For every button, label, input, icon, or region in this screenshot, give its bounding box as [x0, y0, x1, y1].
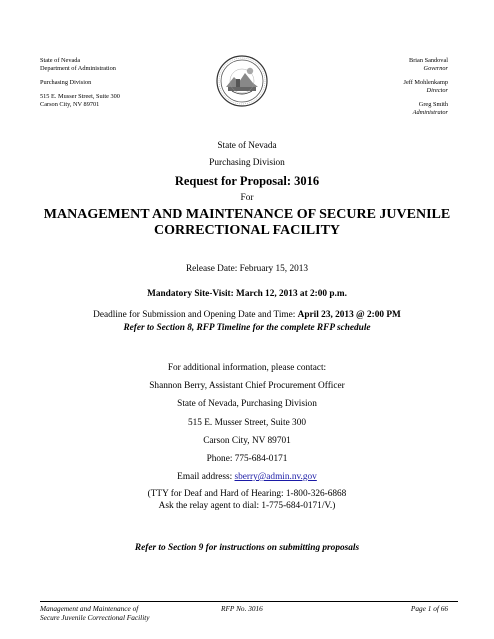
- footer-divider: [40, 601, 458, 602]
- director-name: Jeff Mohlenkamp: [403, 79, 448, 86]
- deadline-label: Deadline for Submission and Opening Date and Time:: [93, 310, 298, 320]
- project-title-line2: CORRECTIONAL FACILITY: [153, 223, 341, 238]
- governor-name: Brian Sandoval: [409, 57, 448, 64]
- deadline: [0, 310, 494, 320]
- footer-project-line1: Management and Maintenance of: [40, 604, 139, 613]
- state-seal-icon: [216, 55, 268, 107]
- timeline-note: Refer to Section 8, RFP Timeline for the complete RFP schedule: [123, 323, 371, 333]
- site-visit-date: Mandatory Site-Visit: March 12, 2013 at 2:00 p.m.: [147, 289, 347, 299]
- email-label: Email address:: [177, 472, 235, 482]
- tty-line1: (TTY for Deaf and Hard of Hearing: 1-800-326-6868: [147, 489, 347, 499]
- contact-phone: Phone: 775-684-0171: [206, 454, 288, 464]
- footer-left: [40, 604, 149, 622]
- letterhead-division: Purchasing Division: [40, 79, 92, 86]
- contact-name: Shannon Berry, Assistant Chief Procurement Officer: [149, 381, 345, 391]
- contact-org: State of Nevada, Purchasing Division: [177, 399, 317, 409]
- letterhead-city: Carson City, NV 89701: [40, 101, 100, 108]
- header-division: Purchasing Division: [209, 158, 285, 168]
- deadline-date: April 23, 2013 @ 2:00 PM: [297, 310, 401, 320]
- letterhead-department: Department of Administration: [40, 65, 116, 72]
- email-link[interactable]: sberry@admin.nv.gov: [234, 472, 317, 482]
- contact-email: [0, 472, 494, 482]
- for-label: For: [240, 193, 254, 203]
- footer-rfp-number: RFP No. 3016: [221, 604, 263, 613]
- letterhead-state: State of Nevada: [40, 57, 81, 64]
- administrator-name: Greg Smith: [418, 101, 448, 108]
- letterhead-street: 515 E. Musser Street, Suite 300: [40, 93, 120, 100]
- header-state: State of Nevada: [217, 141, 277, 151]
- governor-title: Governor: [423, 65, 448, 72]
- administrator-title: Administrator: [412, 109, 448, 116]
- release-date: Release Date: February 15, 2013: [185, 264, 309, 274]
- footer-project-line2: Secure Juvenile Correctional Facility: [40, 613, 150, 622]
- letterhead-right: [338, 57, 448, 117]
- contact-intro: For additional information, please contact:: [167, 363, 327, 373]
- contact-city: Carson City, NV 89701: [203, 436, 291, 446]
- letterhead-left: [40, 57, 160, 109]
- project-title-line1: MANAGEMENT AND MAINTENANCE OF SECURE JUVENILE: [43, 207, 451, 222]
- director-title: Director: [426, 87, 448, 94]
- footer-page-number: Page 1 of 66: [410, 604, 448, 613]
- submission-instructions: Refer to Section 9 for instructions on submitting proposals: [134, 543, 360, 553]
- rfp-title: Request for Proposal: 3016: [174, 174, 320, 188]
- contact-street: 515 E. Musser Street, Suite 300: [187, 418, 306, 428]
- tty-line2: Ask the relay agent to dial: 1-775-684-0171/V.): [158, 501, 336, 511]
